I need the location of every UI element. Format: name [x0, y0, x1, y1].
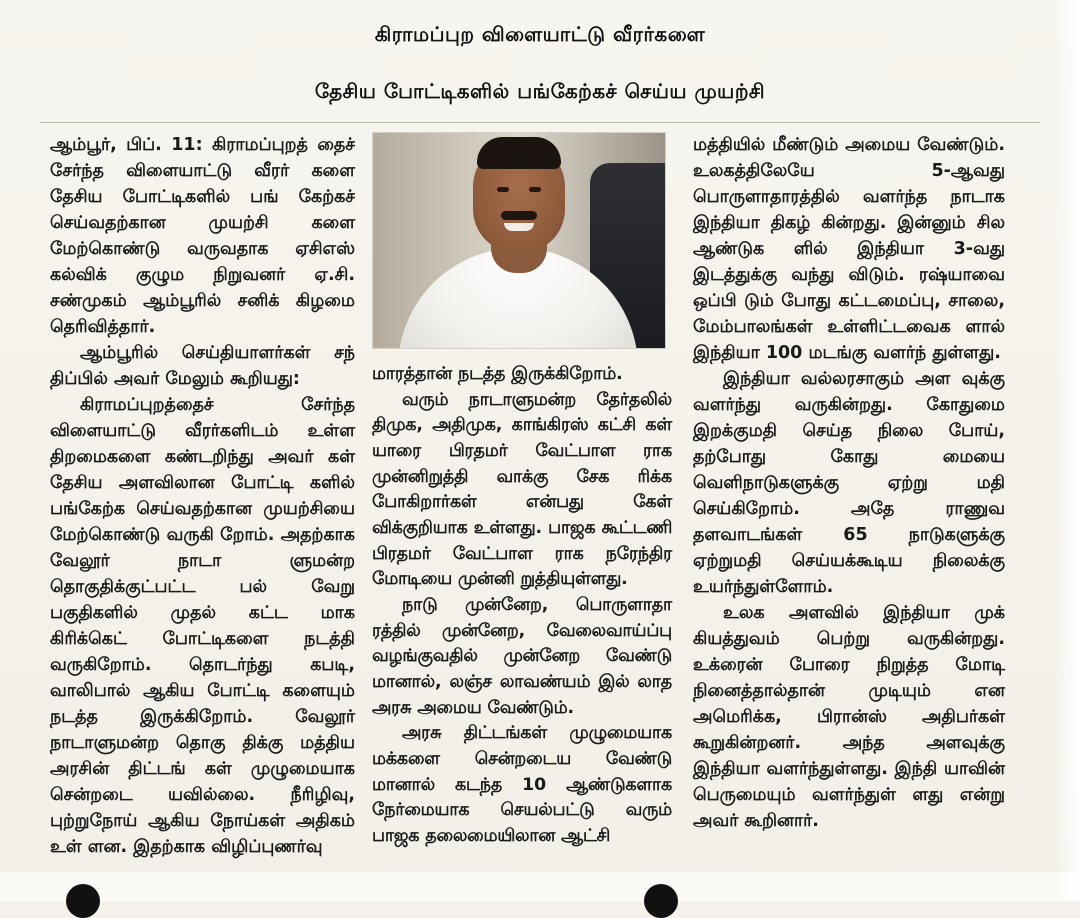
- portrait-photo: [372, 132, 666, 349]
- headline-line-2: தேசிய போட்டிகளில் பங்கேற்கச் செய்ய முயற்சி: [314, 79, 766, 103]
- paragraph: நாடு முன்னேற, பொருளாதா ரத்தில் முன்னேற, வேலைவாய்ப்பு வழங்குவதில் முன்னேற வேண்டு மானால், லஞ்ச லாவண்யம் இல் லாத அரசு அமைய வேண்டும்.: [372, 594, 672, 718]
- smile: [504, 223, 534, 231]
- headline-line-1: கிராமப்புற விளையாட்டு வீரர்களை: [374, 22, 706, 46]
- punch-hole-center: [644, 884, 678, 918]
- punch-hole-left: [66, 884, 100, 918]
- paragraph: உலக அளவில் இந்தியா முக் கியத்துவம் பெற்று வருகின்றது. உக்ரைன் போரை நிறுத்த மோடி நினைத்தால்தான் முடியும் என அமெரிக்க, பிரான்ஸ் அதிபர்கள் கூறுகின்றனர். அந்த அளவுக்கு இந்தியா வளர்ந்துள்ளது. இந்தி யாவின் பெருமையும் வளர்ந்துள் ளது என்று அவர் கூறினார்.: [693, 603, 1005, 831]
- page-edge-shade: [1054, 0, 1080, 901]
- paragraph: இந்தியா வல்லரசாகும் அள வுக்கு வளர்ந்து வருகின்றது. கோதுமை இறக்குமதி செய்த நிலை போய், தற்போது கோது மையை வெளிநாடுகளுக்கு ஏற்று மதி செய்கிறோம். அதே ராணுவ தளவாடங்கள் 65 நாடுகளுக்கு ஏற்றுமதி செய்யக்கூடிய நிலைக்கு உயர்ந்துள்ளோம்.: [693, 369, 1005, 597]
- article-column-3: [693, 132, 1005, 872]
- article-column-1: [50, 132, 355, 872]
- article-column-2: [372, 362, 672, 872]
- paragraph: அரசு திட்டங்கள் முழுமையாக மக்களை சென்றடைய வேண்டு மானால் கடந்த 10 ஆண்டுகளாக நேர்மையாக செயல்பட்டு வரும் பாஜக தலைமையிலான ஆட்சி: [372, 723, 672, 846]
- page-bottom-margin: [0, 872, 1080, 901]
- paragraph: கிராமப்புறத்தைச் சேர்ந்த விளையாட்டு வீரர்களிடம் உள்ள திறமைகளை கண்டறிந்து அவர் கள் தேசிய அளவிலான போட்டி களில் பங்கேற்க செய்வதற்கான முயற்சியை மேற்கொண்டு வருகி றோம். அதற்காக வேலூர் நாடா ளுமன்ற தொகுதிக்குட்பட்ட பல் வேறு பகுதிகளில் முதல் கட்ட மாக கிரிக்கெட் போட்டிகளை நடத்தி வருகிறோம். தொடர்ந்து கபடி, வாலிபால் ஆகிய போட்டி களையும் நடத்த இருக்கிறோம். வேலூர் நாடாளுமன்ற தொகு திக்கு மத்திய அரசின் திட்டங் கள் முழுமையாக சென்றடை யவில்லை. நீரிழிவு, புற்றுநோய் ஆகிய நோய்கள் அதிகம் உள் ளன. இதற்காக விழிப்புணர்வு: [50, 395, 355, 857]
- paragraph-lead: [50, 132, 355, 340]
- paragraph: மாரத்தான் நடத்த இருக்கிறோம்.: [372, 364, 623, 384]
- mustache: [501, 211, 537, 220]
- headline: [0, 6, 1080, 120]
- paragraph: மத்தியில் மீண்டும் அமைய வேண்டும். உலகத்திலேயே 5-ஆவது பொருளாதாரத்தில் வளர்ந்த நாடாக இந்தியா திகழ் கின்றது. இன்னும் சில ஆண்டுக ளில் இந்தியா 3-வது இடத்துக்கு வந்து விடும். ரஷ்யாவை ஒப்பி டும் போது கட்டமைப்பு, சாலை, மேம்பாலங்கள் உள்ளிட்டவைக ளால் இந்தியா 100 மடங்கு வளர்ந் துள்ளது.: [693, 135, 1005, 363]
- dateline: ஆம்பூர், பிப். 11:: [50, 135, 203, 155]
- paragraph: வரும் நாடாளுமன்ற தேர்தலில் திமுக, அதிமுக, காங்கிரஸ் கட்சி கள் யாரை பிரதமர் வேட்பாள ராக முன்னிறுத்தி வாக்கு சேக ரிக்க போகிறார்கள் என்பது கேள் விக்குறியாக உள்ளது. பாஜக கூட்டணி பிரதமர் வேட்பாள ராக நரேந்திர மோடியை முன்னி றுத்தியுள்ளது.: [372, 389, 672, 590]
- paragraph: ஆம்பூரில் செய்தியாளர்கள் சந் திப்பில் அவர் மேலும் கூறியது:: [50, 343, 355, 389]
- headline-rule: [40, 122, 1040, 123]
- lead-text: கிராமப்புறத் தைச் சேர்ந்த விளையாட்டு வீரர் களை தேசிய போட்டிகளில் பங் கேற்கச் செய்வதற்கான முயற்சி களை மேற்கொண்டு வருவதாக ஏசிஎஸ் கல்விக் குழும நிறுவனர் ஏ.சி. சண்முகம் ஆம்பூரில் சனிக் கிழமை தெரிவித்தார்.: [50, 135, 355, 337]
